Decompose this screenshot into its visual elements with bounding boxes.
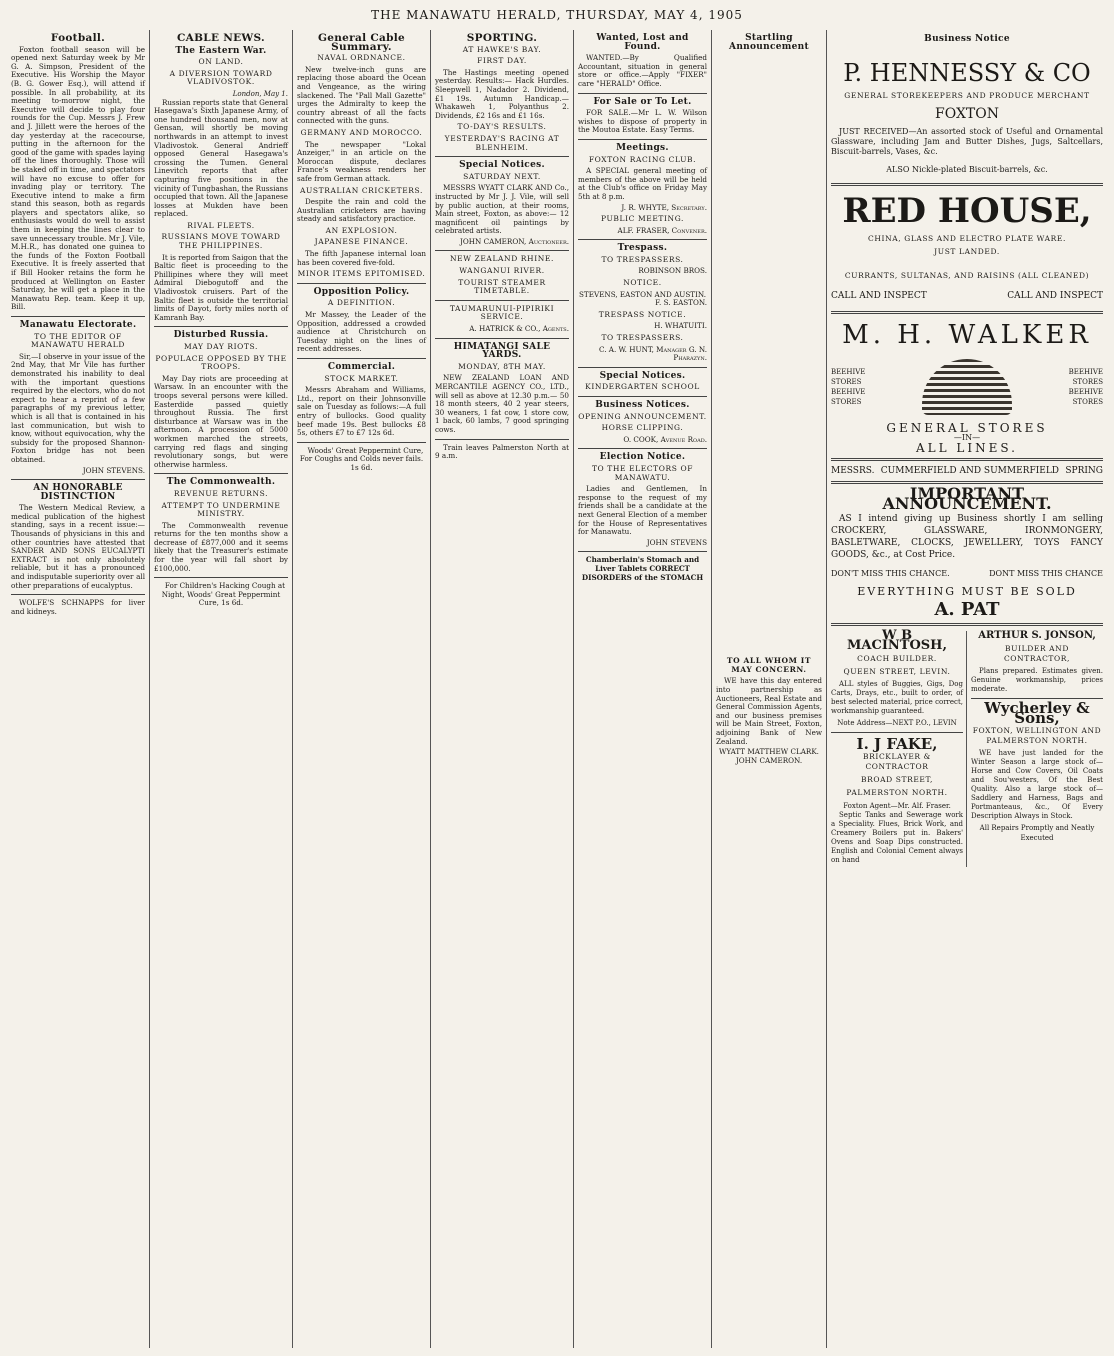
eastern-war-text: Russian reports state that General Hasegawa's Sixth Japanese Army, of one hundred thousand men, now at Gensan, will shortly be moving northwards in an attempt to invest Vladivostok. General Andrieff opposed General Hasegawa's crossing the Tumen. General Linevitch reports that after capturing five positions in the vicinity of Tungbashan, the Russians occupied that town. All the Japanese losses at Mukden have been replaced. bbox=[154, 97, 288, 219]
heading-wanted: Wanted, Lost and Found. bbox=[596, 33, 689, 52]
currants-sub: CURRANTS, SULTANAS, AND RAISINS (ALL CLEANED) bbox=[844, 271, 1090, 280]
wycherley-sub: FOXTON, WELLINGTON AND PALMERSTON NORTH. bbox=[972, 726, 1102, 745]
whyte-signature: J. R. WHYTE, Secretary. bbox=[621, 202, 707, 212]
col1-footer-ad: WOLFE'S SCHNAPPS for liver and kidneys. bbox=[11, 598, 145, 616]
section-opposition-policy: Opposition Policy. bbox=[313, 286, 410, 297]
electorate-subhead: TO THE EDITOR OF MANAWATU HERALD bbox=[31, 331, 125, 350]
easton-signature: F. S. EASTON. bbox=[655, 298, 707, 308]
macintosh-name: W B MACINTOSH, bbox=[847, 628, 947, 653]
sub-on-land: ON LAND. bbox=[198, 57, 244, 67]
walker-title: M. H. WALKER bbox=[842, 320, 1092, 350]
dont-miss-right: DONT MISS THIS CHANCE bbox=[989, 569, 1103, 578]
heading-special-notices-5: Special Notices. bbox=[599, 370, 686, 381]
sub-to-trespassers-2: TO TRESPASSERS. bbox=[601, 333, 684, 343]
macintosh-addr: QUEEN STREET, LEVIN. bbox=[843, 667, 951, 676]
column-football bbox=[8, 30, 148, 1348]
column-general-cable bbox=[294, 30, 429, 1348]
opposition-text: Mr Massey, the Leader of the Opposition, addressed a crowded audience at Christchurch on Tuesday night on the lines of recent addresses. bbox=[297, 310, 426, 354]
masthead bbox=[0, 0, 1114, 34]
sub-stock-market: STOCK MARKET. bbox=[324, 373, 399, 383]
fake-text: Septic Tanks and Sewerage work a Speciality. Flues, Brick Work, and Creamery Boilers put in. Bakers' Ovens and Soap Dips constructed. English and Colonial Cement always on hand bbox=[831, 811, 963, 864]
apat-title: A. PAT bbox=[934, 599, 1000, 620]
johnson-ad bbox=[971, 631, 1103, 867]
section-disturbed-russia: Disturbed Russia. bbox=[173, 330, 269, 341]
column-sporting bbox=[432, 30, 572, 1348]
hennessy-title: P. HENNESSY & CO bbox=[843, 59, 1091, 87]
heading-trespass: Trespass. bbox=[617, 243, 668, 254]
heading-meetings: Meetings. bbox=[616, 142, 669, 153]
redhouse-title: RED HOUSE, bbox=[842, 191, 1092, 231]
stevens-election-signature: JOHN STEVENS bbox=[646, 537, 707, 547]
heading-electorate: Manawatu Electorate. bbox=[19, 320, 137, 330]
beehive-left: BEEHIVE STORES BEEHIVE STORES bbox=[831, 368, 866, 406]
election-text: Ladies and Gentlemen, In response to the request of my friends shall be a candidate at the next General Election of a member for the House of Representatives for Manawatu. bbox=[578, 484, 707, 537]
germany-text: The newspaper "Lokal Anzeiger," in an article on the Moroccan dispute, declares France's weakness renders her safe from German attack. bbox=[297, 139, 426, 183]
macintosh-text: ALL styles of Buggies, Gigs, Dog Carts, Drays, etc., built to order, of best selected material, price correct, workmanship guaranteed. bbox=[831, 680, 963, 715]
sub-todays-results: TO-DAY'S RESULTS. bbox=[457, 122, 547, 132]
sub-germany-morocco: GERMANY AND MOROCCO. bbox=[300, 127, 423, 137]
macintosh-ad bbox=[831, 628, 967, 867]
fake-sub: BRICKLAYER & CONTRACTOR bbox=[863, 752, 931, 771]
sub-revenue-returns: REVENUE RETURNS. bbox=[173, 488, 269, 498]
landed-sub: JUST LANDED. bbox=[934, 247, 1000, 256]
sub-explosion: AN EXPLOSION. bbox=[325, 225, 398, 235]
heading-distinction: AN HONORABLE DISTINCTION bbox=[33, 483, 123, 502]
fake-addr: BROAD STREET, bbox=[861, 775, 933, 784]
nickle-text: ALSO Nickle-plated Biscuit-barrels, &c. bbox=[886, 165, 1048, 174]
col3-footer-ad: Woods' Great Peppermint Cure, For Coughs and Colds never fails. 1s 6d. bbox=[299, 445, 424, 472]
sub-saturday-next: SATURDAY NEXT. bbox=[463, 171, 541, 181]
football-article: Foxton football season will be opened next Saturday week by Mr G. A. Simpson, President of the Executive. His Worship the Mayor (B. G. Gower Esq.), will attend if possible. In all probability, at its meeting to-morrow night, the Executive will decide to play four rounds for the Cup. Messrs J. Frew and J. Jillett were the heroes of the day yesterday at the racecourse, putting in the afternoon for the good of the game with spades laying off the lines thoroughly. Those will be staked off in time, and spectators will have no excuse to offer for invading play or territory. The Executive intend to make a firm stand this season, both as regards players and spectators alike, so enthusiasts would do well to assist them in keeping the lines clear to save unnecessary trouble. Mr J. Vile, M.H.R., has donated one guinea to the funds of the Foxton Football Executive. It is freely asserted that if Bill Hooker retains the form he produced at Wellington on Easter Saturday, he will get a place in the Manawatu Rep. team. Keep it up, Bill. bbox=[11, 44, 145, 312]
wycherley-name: Wycherley & Sons, bbox=[984, 699, 1090, 727]
robinson-signature: ROBINSON BROS. bbox=[638, 266, 707, 276]
wanted-text: WANTED.—By Qualified Accountant, situation in general store or office.—Apply "FIXER" care "HERALD" Office. bbox=[578, 53, 707, 88]
all-lines: ALL LINES. bbox=[916, 441, 1018, 455]
column-cable-news bbox=[151, 30, 291, 1348]
partnership-signature: WYATT MATTHEW CLARK. JOHN CAMERON. bbox=[719, 747, 819, 765]
sub-diversion: A DIVERSION TOWARD VLADIVOSTOK. bbox=[169, 68, 273, 87]
sporting-results: The Hastings meeting opened yesterday. Results:— Hack Hurdles. Sleepwell 1, Nadador 2. Dividend, £1 19s. Autumn Handicap.—Whakaweh 1, Polyanthus 2. Dividends, £2 16s and £1 16s. bbox=[435, 67, 569, 120]
sub-monday: MONDAY, 8TH MAY. bbox=[458, 361, 546, 371]
sub-wanganui-river: WANGANUI RIVER. bbox=[459, 266, 545, 276]
sub-notice: NOTICE. bbox=[623, 278, 662, 288]
chamberlain-ad: Chamberlain's Stomach and Liver Tablets CORRECT DISORDERS of the STOMACH bbox=[581, 555, 704, 582]
sub-public-meeting: PUBLIC MEETING. bbox=[600, 214, 685, 224]
sub-blenheim: YESTERDAY'S RACING AT BLENHEIM. bbox=[444, 133, 560, 152]
cricketers-text: Despite the rain and cold the Australian cricketers are having steady and satisfactory practice. bbox=[297, 197, 426, 224]
macintosh-foot: Note Address—NEXT P.O., LEVIN bbox=[837, 719, 957, 727]
johnson-sub: BUILDER AND CONTRACTOR, bbox=[1003, 644, 1071, 663]
electorate-signature: JOHN STEVENS. bbox=[82, 465, 145, 475]
sub-populace-opposed: POPULACE OPPOSED BY THE TROOPS. bbox=[155, 353, 287, 372]
wycherley-text: WE have just landed for the Winter Season a large stock of— Horse and Cow Covers, Oil Coats and Sou'westers, Of the Best Quality. Also a large stock of— Saddlery and Harness, Bags and Portmanteaus, &c., Of Every Description Always in Stock. bbox=[971, 749, 1103, 820]
important-text: AS I intend giving up Business shortly I am selling CROCKERY, GLASSWARE, IRONMONGERY, BASLETWARE, CLOCKS, JEWELLERY, TOYS FANCY GOODS, &c., at Cost Price. bbox=[831, 514, 1103, 560]
sub-electors: TO THE ELECTORS OF MANAWATU. bbox=[591, 463, 694, 482]
heading-general-cable: General Cable Summary. bbox=[317, 32, 405, 53]
summerfield-label: CUMMERFIELD AND SUMMERFIELD bbox=[880, 466, 1060, 476]
cook-signature: O. COOK, Avenue Road. bbox=[623, 434, 707, 444]
loan-agency-text: NEW ZEALAND LOAN AND MERCANTILE AGENCY CO., LTD., will sell as above at 12.30 p.m.— 50 18 month steers, 40 2 year steers, 30 weaners, 1 fat cow, 1 store cow, 1 back, 60 lambs, 7 good springing cows. bbox=[435, 373, 569, 434]
sub-to-trespassers: TO TRESPASSERS. bbox=[601, 254, 684, 264]
column-startling bbox=[713, 30, 825, 1348]
electorate-letter: Sir,—I observe in your issue of the 2nd May, that Mr Vile has further demonstrated his inability to deal with the important questions required by the electors, who do not expect to hear a reprint of a few paragraphs of my previous letter, which is all that is contained in his last communication, but wish to know, without equivocation, why the subsidy for the proposed Shannon-Foxton bridge has not been obtained. bbox=[11, 351, 145, 464]
johnson-name: ARTHUR S. JONSON, bbox=[978, 630, 1096, 641]
sub-russians-move: RUSSIANS MOVE TOWARD THE PHILIPPINES. bbox=[161, 232, 281, 251]
sub-taumarunui: TAUMARUNUI-PIPIRIKI SERVICE. bbox=[449, 303, 555, 322]
column-business bbox=[828, 30, 1106, 1348]
naval-text: New twelve-inch guns are replacing those aboard the Ocean and Vengeance, as the wiring slackened. The "Pall Mall Gazette" urges the Admiralty to keep the country abreast of all the facts connected with the guns. bbox=[297, 64, 426, 126]
foxton-title: FOXTON bbox=[935, 106, 999, 122]
sub-whom-concern: TO ALL WHOM IT MAY CONCERN. bbox=[726, 656, 812, 674]
johnson-text: Plans prepared. Estimates given. Genuine workmanship, prices moderate. bbox=[971, 667, 1103, 693]
sub-horse-clipping: HORSE CLIPPING. bbox=[601, 423, 684, 433]
sub-undermine-ministry: ATTEMPT TO UNDERMINE MINISTRY. bbox=[161, 500, 281, 519]
spring-label: SPRING bbox=[1065, 466, 1103, 476]
china-sub: CHINA, GLASS AND ELECTRO PLATE WARE. bbox=[868, 234, 1066, 243]
russia-text: May Day riots are proceeding at Warsaw. In an encounter with the troops several persons were killed. Easterdide passed quietly throughout Russia. The first disturbance at Warsaw was in the afternoon. A procession of 5000 workmen marched the streets, carrying red flags and singing revolutionary songs, but were otherwise harmless. bbox=[154, 373, 288, 469]
call-inspect-right: CALL AND INSPECT bbox=[1007, 291, 1103, 301]
sub-hawkes-bay: AT HAWKE'S BAY. bbox=[462, 44, 542, 54]
fake-city: PALMERSTON NORTH. bbox=[846, 788, 948, 797]
hunt-signature: C. A. W. HUNT, Manager G. N. Pharazyn. bbox=[598, 344, 707, 363]
distinction-article: The Western Medical Review, a medical publication of the highest standing, says in a recent issue:—Thousands of physicians in this and other countries have attested that SANDER AND SONS EUCALYPTI EXTRACT is not only absolutely reliable, but it has a pronounced and indisputable superiority over all other preparations of eucalyptus. bbox=[11, 503, 145, 590]
heading-sporting: SPORTING. bbox=[466, 32, 538, 44]
beehive-right: BEEHIVE STORES BEEHIVE STORES bbox=[1068, 368, 1103, 406]
fraser-signature: ALF. FRASER, Convener. bbox=[617, 225, 707, 235]
sub-may-day-riots: MAY DAY RIOTS. bbox=[183, 342, 258, 351]
heading-business-notices: Business Notices. bbox=[595, 400, 690, 410]
heading-cable-news: CABLE NEWS. bbox=[177, 32, 265, 44]
auction-text: MESSRS WYATT CLARK AND Co., instructed by Mr J. J. Vile, will sell by public auction, at their rooms, Main street, Foxton, as above:— 12 magnificent oil paintings by celebrated artists. bbox=[435, 183, 569, 236]
wycherley-foot: All Repairs Promptly and Neatly Executed bbox=[979, 824, 1095, 842]
heading-election-notice: Election Notice. bbox=[599, 452, 686, 463]
hatrick-signature: A. HATRICK & CO., Agents. bbox=[469, 324, 569, 334]
newspaper-page bbox=[8, 30, 1106, 1348]
stevens-signature: STEVENS, EASTON AND AUSTIN. bbox=[579, 289, 706, 299]
sub-minor-items: MINOR ITEMS EPITOMISED. bbox=[297, 269, 426, 279]
sub-himatangi: HIMATANGI SALE YARDS. bbox=[453, 341, 551, 361]
sub-opening: OPENING ANNOUNCEMENT. bbox=[578, 411, 707, 421]
sub-rival-fleets: RIVAL FLEETS. bbox=[187, 220, 255, 230]
section-eastern-war: The Eastern War. bbox=[175, 45, 267, 56]
in-label: —IN— bbox=[953, 433, 981, 442]
everything-sold: EVERYTHING MUST BE SOLD bbox=[857, 585, 1077, 598]
dateline-london: London, May 1. bbox=[232, 89, 288, 98]
for-sale-text: FOR SALE.—Mr L. W. Wilson wishes to dispose of property in the Moutoa Estate. Easy Terms. bbox=[578, 108, 707, 135]
masthead-title: THE MANAWATU HERALD, THURSDAY, MAY 4, 1905 bbox=[371, 8, 743, 22]
col2-footer-ad: For Children's Hacking Cough at Night, Woods' Great Peppermint Cure, 1s 6d. bbox=[161, 581, 286, 608]
rival-fleets-text: It is reported from Saigon that the Baltic fleet is proceeding to the Phillipines where they will meet Admiral Diebogutoff and the Vladivostok cruisers. Part of the Baltic fleet is outside the territorial limits of Dayot, forty miles north of Kamranh Bay. bbox=[154, 252, 288, 322]
fake-name: I. J FAKE, bbox=[856, 735, 938, 753]
beehive-icon bbox=[922, 359, 1012, 415]
heading-business-notice: Business Notice bbox=[924, 34, 1010, 44]
fake-agent: Foxton Agent—Mr. Alf. Fraser. bbox=[843, 802, 951, 810]
partnership-text: WE have this day entered into partnership as Auctioneers, Real Estate and General Commission Agents, and our business premises will be Main Street, Foxton, adjoining Bank of New Zealand. bbox=[716, 676, 822, 746]
sub-naval-ordnance: NAVAL ORDNANCE. bbox=[317, 53, 406, 63]
finance-text: The fifth Japanese internal loan has been covered five-fold. bbox=[297, 249, 426, 267]
racing-club-text: A SPECIAL general meeting of members of the above will be held at the Club's office on Friday May 5th at 8 p.m. bbox=[578, 166, 707, 201]
dont-miss-left: DON'T MISS THIS CHANCE. bbox=[831, 569, 950, 578]
sub-nz-rhine: NEW ZEALAND RHINE. bbox=[450, 254, 554, 264]
auction-signature: JOHN CAMERON, Auctioneer. bbox=[460, 236, 569, 246]
whatuiti-signature: H. WHATUITI. bbox=[654, 321, 707, 331]
sub-racing-club: FOXTON RACING CLUB. bbox=[588, 154, 697, 164]
hennessy-sub: GENERAL STOREKEEPERS AND PRODUCE MERCHANT bbox=[844, 91, 1090, 100]
messrs-label: MESSRS. bbox=[831, 466, 875, 476]
sub-trespass-notice: TRESPASS NOTICE. bbox=[598, 309, 687, 319]
section-commercial: Commercial. bbox=[327, 362, 396, 372]
section-commonwealth: The Commonwealth. bbox=[166, 477, 276, 488]
column-notices bbox=[575, 30, 710, 1348]
heading-for-sale: For Sale or To Let. bbox=[593, 96, 692, 107]
important-title: IMPORTANT ANNOUNCEMENT. bbox=[882, 484, 1052, 513]
sub-japanese-finance: JAPANESE FINANCE. bbox=[314, 237, 409, 247]
macintosh-sub: COACH BUILDER. bbox=[857, 654, 937, 663]
sub-definition: A DEFINITION. bbox=[327, 298, 396, 308]
sub-first-day: FIRST DAY. bbox=[477, 56, 527, 66]
train-notice: Train leaves Palmerston North at 9 a.m. bbox=[435, 442, 569, 461]
commonwealth-text: The Commonwealth revenue returns for the ten months show a decrease of £877,000 and it seems likely that the Treasurer's estimate for the year will fall short by £100,000. bbox=[154, 520, 288, 573]
sub-australian-cricketers: AUSTRALIAN CRICKETERS. bbox=[300, 185, 423, 195]
heading-startling: Startling Announcement bbox=[729, 33, 809, 52]
stock-market-text: Messrs Abraham and Williams, Ltd., report on their Johnsonville sale on Tuesday as follows:—A full entry of bullocks. Good quality beef made 19s. Best bullocks £8 5s, others £7 to £7 12s 6d. bbox=[297, 385, 426, 438]
sub-tourist-steamer: TOURIST STEAMER TIMETABLE. bbox=[458, 277, 546, 296]
general-stores: GENERAL STORES bbox=[886, 421, 1048, 435]
section-special-notices: Special Notices. bbox=[459, 160, 545, 171]
heading-football: Football. bbox=[50, 32, 106, 44]
call-inspect-left: CALL AND INSPECT bbox=[831, 291, 927, 301]
received-text: JUST RECEIVED—An assorted stock of Useful and Ornamental Glassware, including Jam and Butter Dishes, Jugs, Saltcellars, Biscuit-barrels, Vases, &c. bbox=[831, 127, 1103, 156]
sub-kindergarten: KINDERGARTEN SCHOOL bbox=[585, 382, 700, 392]
